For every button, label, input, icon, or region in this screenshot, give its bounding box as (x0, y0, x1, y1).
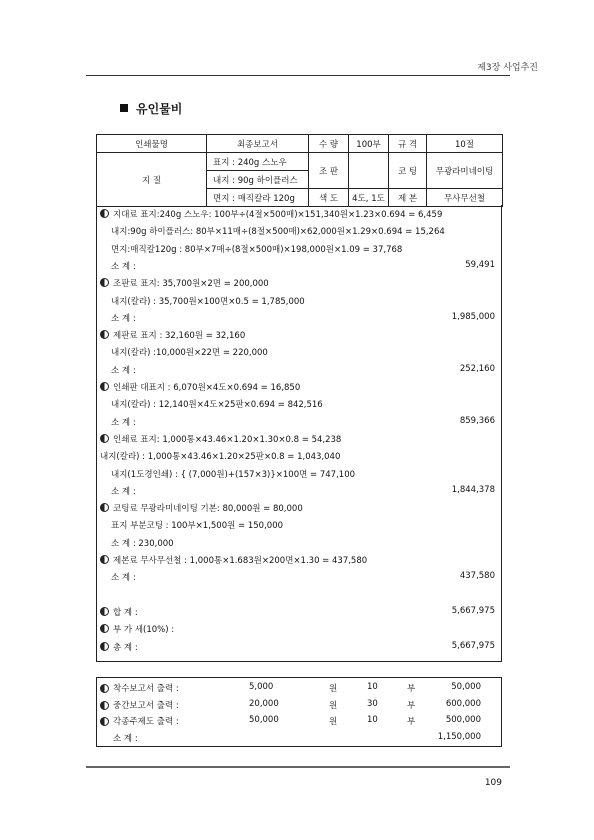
calc-text: 내지:90g 하이플러스: 80부×11매÷(8절×500매)×62,000원×1.29×0.694 = 15,264 (111, 227, 445, 238)
calc-line (111, 243, 402, 255)
calc-text: 소 계 : (111, 365, 136, 376)
report-total: 600,000 (445, 698, 481, 709)
subtotal-value: 1,844,378 (451, 484, 495, 495)
subtotal-value: 859,366 (459, 415, 495, 426)
calc-text: 코팅료 무광라미네이팅 기본: 80,000원 = 80,000 (113, 504, 303, 515)
binding-value: 무사무선철 (427, 189, 503, 207)
calc-line (100, 329, 245, 341)
report-subtotal-label: 소 계 : (113, 733, 138, 744)
binding-label: 제 본 (389, 189, 427, 207)
report-label: 착수보고서 출력 : (113, 684, 179, 694)
report-qty: 10 (367, 715, 378, 725)
calc-text: 소 계 : (111, 313, 136, 324)
report-subtotal-value: 1,150,000 (437, 731, 481, 742)
subtotal-line (111, 485, 136, 497)
subtotal-line (111, 312, 136, 324)
calc-line (100, 623, 174, 635)
plate-label: 조 판 (309, 153, 349, 189)
footer-rule (86, 766, 510, 768)
calc-line (111, 468, 355, 480)
calc-line (100, 450, 340, 462)
half-circle-bullet-icon (100, 607, 109, 616)
calc-text: 소 계 : (111, 261, 136, 272)
coating-label: 코 팅 (389, 153, 427, 189)
half-circle-bullet-icon (100, 624, 109, 633)
subtotal-line (100, 641, 138, 653)
calc-text: 내지(칼라) : 1,000통×43.46×1.20×25판×0.8 = 1,043,040 (100, 452, 341, 463)
calc-text: 소 계 : 230,000 (111, 538, 174, 549)
paper-line: 내지 : 90g 하이플러스 (207, 171, 309, 189)
calc-text: 내지(칼라) : 12,140원×4도×25판×0.694 = 842,516 (111, 400, 323, 411)
report-label: 중간보고서 출력 : (113, 700, 179, 711)
calc-text: 합 계 : (113, 607, 138, 618)
spec-table (96, 134, 503, 207)
subtotal-line (111, 416, 136, 428)
spec-cell: 수 량 (309, 135, 349, 153)
spec-cell: 규 격 (389, 135, 427, 153)
half-circle-bullet-icon (100, 642, 109, 651)
header-rule (86, 75, 510, 76)
subtotal-value: 252,160 (459, 363, 495, 374)
subtotal-line (111, 364, 136, 376)
report-price: 5,000 (249, 682, 274, 692)
calc-text: 내지(칼라) :10,000원×22면 = 220,000 (111, 348, 268, 359)
calc-text: 표지 부분코팅 : 100부×1,500원 = 150,000 (111, 521, 284, 532)
half-circle-bullet-icon (100, 434, 109, 443)
plate-value (349, 153, 389, 189)
calc-text: 부 가 세(10%) : (113, 625, 175, 636)
calculation-box (96, 205, 502, 662)
paper-label: 지 질 (97, 153, 207, 207)
report-price: 20,000 (249, 698, 279, 709)
calc-text: 제판료 표지 : 32,160원 = 32,160 (113, 331, 246, 342)
calc-text: 소 계 : (111, 486, 136, 497)
report-qty: 30 (367, 698, 378, 709)
calc-text: 총 계 : (113, 642, 138, 653)
report-qty: 10 (367, 682, 378, 692)
calc-text: 소 계 : (111, 573, 136, 584)
chapter-title: 제3장 사업추진 (477, 63, 538, 73)
report-total: 50,000 (451, 682, 481, 692)
color-label: 색 도 (309, 189, 349, 207)
calc-text: 인쇄료 표지: 1,000통×43.46×1.20×1.30×0.8 = 54,238 (113, 434, 342, 445)
page-number: 109 (484, 778, 502, 788)
subtotal-value: 437,580 (459, 571, 495, 582)
report-total: 500,000 (445, 715, 481, 725)
section-title: 유인물비 (120, 100, 182, 117)
half-circle-bullet-icon (100, 278, 109, 287)
calc-text: 인쇄판 대표지 : 6,070원×4도×0.694 = 16,850 (113, 383, 301, 393)
calc-line (111, 225, 445, 237)
output-cost-box (96, 677, 502, 747)
half-circle-bullet-icon (100, 382, 109, 391)
half-circle-bullet-icon (100, 330, 109, 339)
square-bullet-icon (120, 104, 128, 112)
calc-text: 지대료 표지:240g 스노우: 100부÷(4절×500매)×151,340원×1.23×0.694 = 6,459 (113, 210, 443, 220)
calc-text: 제본료 무사무선철 : 1,000통×1.683원×200면×1.30 = 437,580 (113, 556, 368, 566)
report-count-unit: 부 (407, 700, 416, 711)
calc-line (100, 433, 341, 445)
half-circle-bullet-icon (100, 209, 109, 218)
calc-line (111, 346, 268, 358)
report-unit: 원 (329, 717, 338, 727)
half-circle-bullet-icon (100, 503, 109, 512)
spec-row-2 (97, 153, 503, 171)
spec-cell: 인쇄물명 (97, 135, 207, 153)
calc-text: 조판료 표지: 35,700원×2면 = 200,000 (113, 279, 269, 290)
calc-text: 내지(1도경인쇄) : { (7,000원)+(157×3)}×100면 = 747,100 (111, 469, 356, 480)
calc-line (111, 519, 283, 531)
report-unit: 원 (329, 700, 338, 711)
calc-text: 내지(칼라) : 35,700원×100면×0.5 = 1,785,000 (111, 296, 305, 307)
paper-line: 면지 : 매직칼라 120g (207, 189, 309, 207)
calc-line (100, 277, 269, 289)
calc-text: 소 계 : (111, 417, 136, 428)
color-value: 4도, 1도 (349, 189, 389, 207)
spec-cell: 10절 (427, 135, 503, 153)
subtotal-value: 59,491 (465, 259, 495, 270)
report-unit: 원 (329, 684, 338, 694)
coating-value: 무광라미네이팅 (427, 153, 503, 189)
calc-line (111, 398, 323, 410)
subtotal-line (100, 606, 138, 618)
calc-line (111, 295, 305, 307)
subtotal-line (111, 260, 136, 272)
spec-cell: 최종보고서 (207, 135, 309, 153)
half-circle-bullet-icon (100, 717, 109, 726)
report-label: 각종주제도 출력 : (113, 717, 179, 727)
calc-text: 면지:매직칼120g : 80부×7매÷(8절×500매)×198,000원×1.09 = 37,768 (111, 244, 403, 255)
subtotal-value: 1,985,000 (451, 311, 495, 322)
spec-cell: 100부 (349, 135, 389, 153)
report-count-unit: 부 (407, 717, 416, 727)
half-circle-bullet-icon (100, 701, 109, 710)
spec-row-1 (97, 135, 503, 153)
calc-line (100, 208, 442, 220)
half-circle-bullet-icon (100, 555, 109, 564)
report-count-unit: 부 (407, 684, 416, 694)
subtotal-line (111, 571, 136, 583)
calc-line (100, 502, 303, 514)
calc-line (100, 381, 300, 393)
calc-line (111, 537, 174, 549)
subtotal-value: 5,667,975 (451, 605, 495, 616)
paper-line: 표지 : 240g 스노우 (207, 153, 309, 171)
calc-line (100, 554, 367, 566)
report-price: 50,000 (249, 715, 279, 725)
subtotal-value: 5,667,975 (451, 640, 495, 651)
half-circle-bullet-icon (100, 684, 109, 693)
